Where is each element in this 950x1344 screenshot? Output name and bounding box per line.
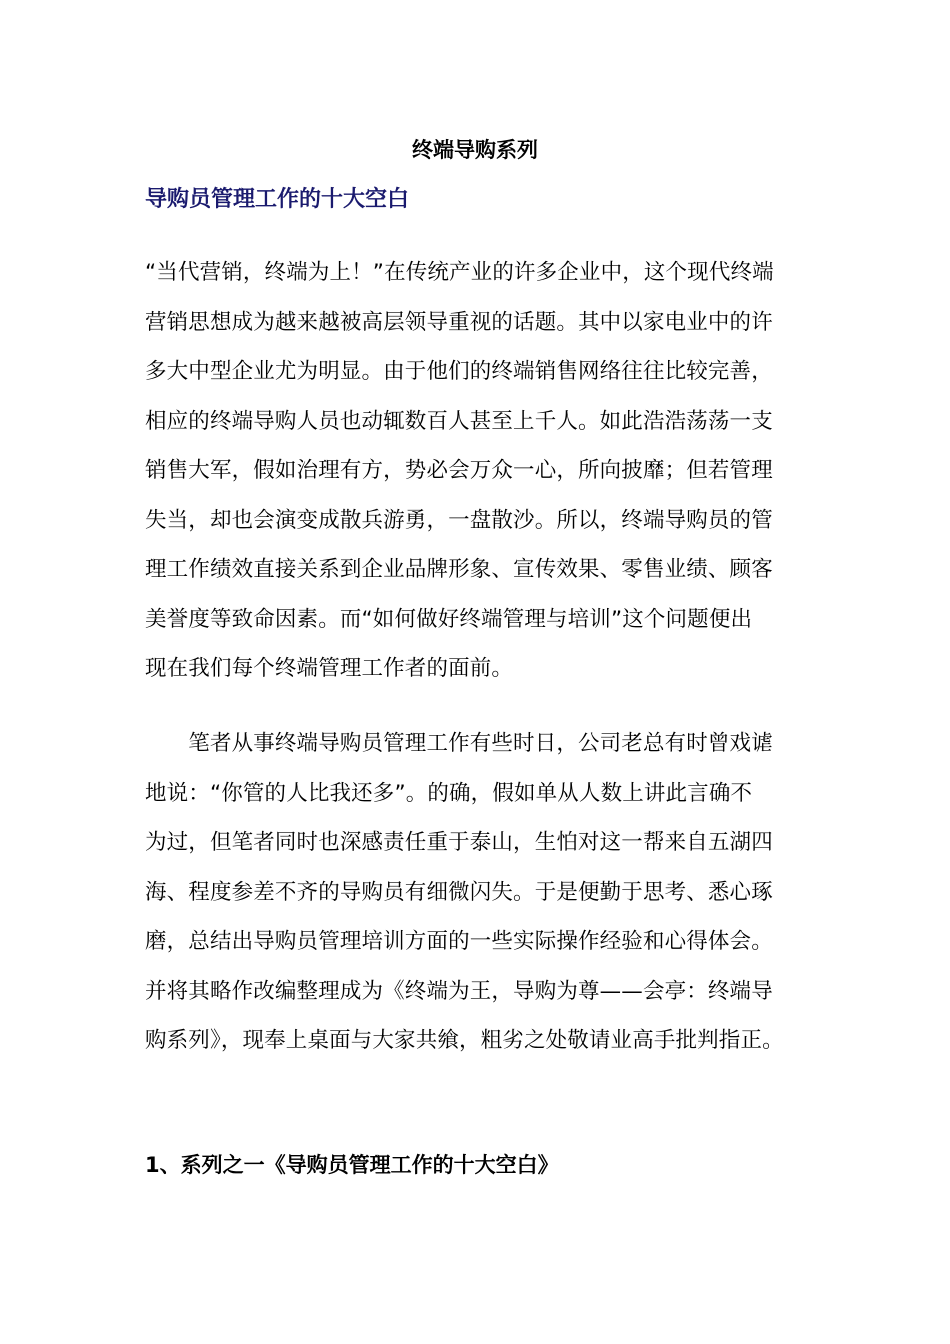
paragraph-line: 多大中型企业尤为明显。由于他们的终端销售网络往往比较完善， [145,359,773,384]
paragraph-line: 购系列》，现奉上桌面与大家共飨，粗劣之处敬请业高手批判指正。 [145,1028,784,1053]
paragraph-line: 笔者从事终端导购员管理工作有些时日，公司老总有时曾戏谑 [145,731,773,756]
paragraph-line: 理工作绩效直接关系到企业品牌形象、宣传效果、零售业绩、顾客 [145,557,773,582]
paragraph-line: 地说：“你管的人比我还多”。的确，假如单从人数上讲此言确不 [145,780,753,806]
paragraph-author-note [145,719,805,1066]
document-subtitle: 导购员管理工作的十大空白 [145,187,410,212]
paragraph-line: 销售大军，假如治理有方，势必会万众一心，所向披靡；但若管理 [145,458,773,483]
paragraph-line: 为过，但笔者同时也深感责任重于泰山，生怕对这一帮来自五湖四 [145,830,773,855]
paragraph-intro [145,248,805,694]
paragraph-line: 美誉度等致命因素。而“如何做好终端管理与培训”这个问题便出 [145,606,753,632]
document-title: 终端导购系列 [412,138,538,162]
paragraph-line: 失当，却也会演变成散兵游勇，一盘散沙。所以，终端导购员的管 [145,507,773,533]
paragraph-line: 营销思想成为越来越被高层领导重视的话题。其中以家电业中的许 [145,309,773,335]
paragraph-line: 现在我们每个终端管理工作者的面前。 [145,656,514,681]
paragraph-line: 并将其略作改编整理成为《终端为王，导购为尊——会亭：终端导 [145,978,773,1004]
paragraph-line: 相应的终端导购人员也动辄数百人甚至上千人。如此浩浩荡荡一支 [145,408,773,434]
paragraph-line: 磨，总结出导购员管理培训方面的一些实际操作经验和心得体会。 [145,929,773,954]
paragraph-line: 海、程度参差不齐的导购员有细微闪失。于是便勤于思考、悉心琢 [145,879,773,905]
paragraph-line: “当代营销，终端为上！”在传统产业的许多企业中，这个现代终端 [145,260,774,285]
section-heading: 1、系列之一《导购员管理工作的十大空白》 [145,1153,559,1177]
